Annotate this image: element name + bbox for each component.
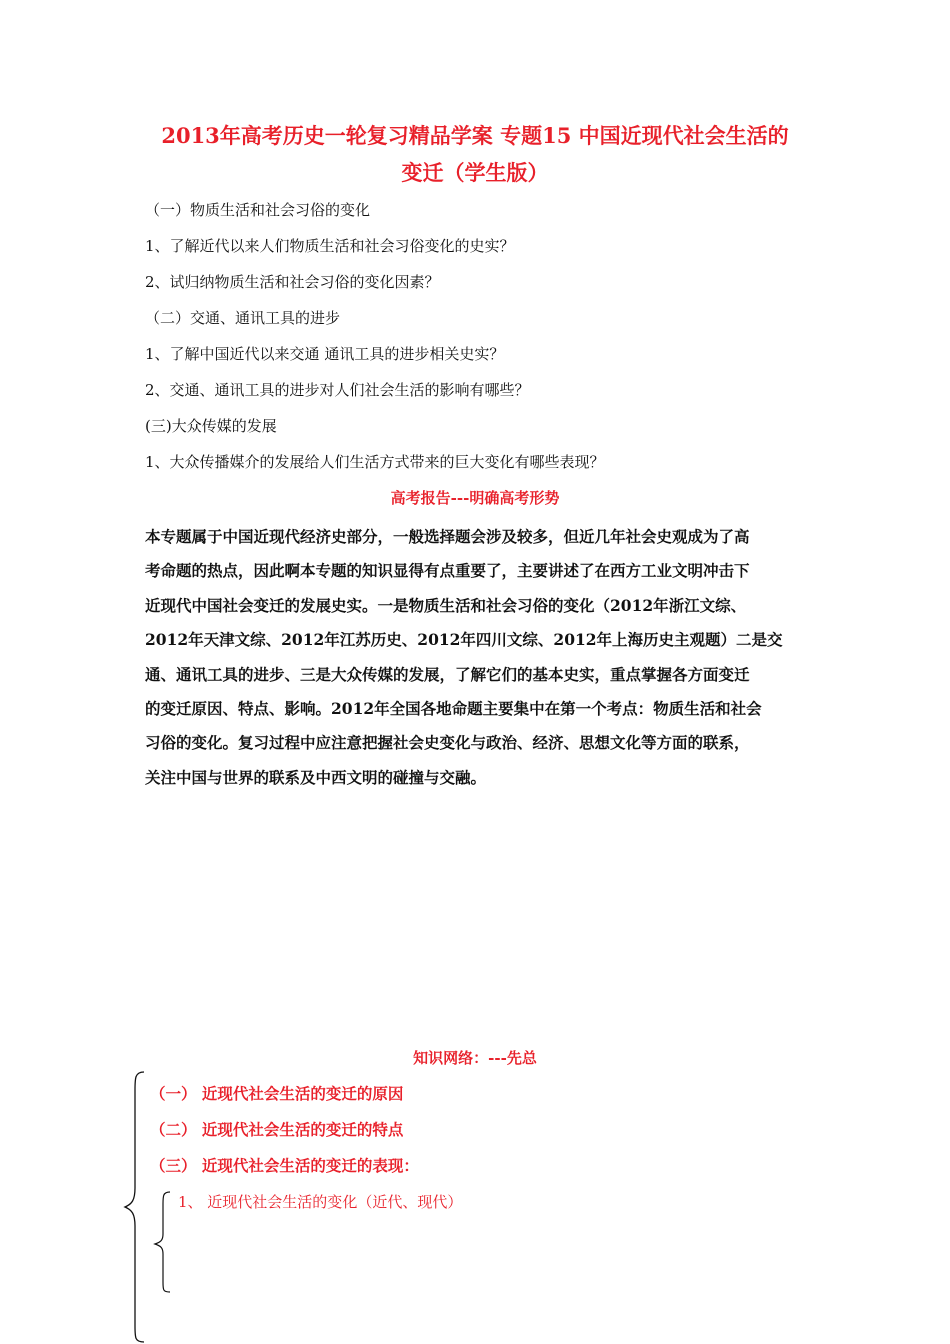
report-line: 2012年天津文综、2012年江苏历史、2012年四川文综、2012年上海历史主观题）二是交 [145, 630, 783, 650]
report-line: 关注中国与世界的联系及中西文明的碰撞与交融。 [145, 767, 487, 787]
network-item-manifestations: （三） 近现代社会生活的变迁的表现： [150, 1156, 419, 1175]
network-item-causes: （一） 近现代社会生活的变迁的原因 [150, 1084, 404, 1103]
report-line: 通、通讯工具的进步、三是大众传媒的发展，了解它们的基本史实，重点掌握各方面变迁 [145, 664, 750, 684]
outline-item: 1、了解中国近代以来交通 通讯工具的进步相关史实？ [145, 345, 505, 363]
report-heading: 高考报告---明确高考形势 [390, 489, 560, 507]
outline-section-3: (三)大众传媒的发展 [145, 417, 277, 435]
document-title-line-1: 2013年高考历史一轮复习精品学案 专题15 中国近现代社会生活的 [161, 123, 789, 148]
report-line: 习俗的变化。复习过程中应注意把握社会史变化与政治、经济、思想文化等方面的联系， [145, 733, 750, 753]
report-paragraph [145, 520, 825, 795]
outline-section-2: （二）交通、通讯工具的进步 [145, 309, 341, 327]
document-title-line-2: 变迁（学生版） [401, 160, 549, 185]
outline-item: 2、交通、通讯工具的进步对人们社会生活的影响有哪些？ [145, 381, 530, 399]
network-sub-item: 1、 近现代社会生活的变化（近代、现代） [178, 1193, 463, 1211]
report-line: 近现代中国社会变迁的发展史实。一是物质生活和社会习俗的变化（2012年浙江文综、 [145, 595, 747, 615]
report-line: 的变迁原因、特点、影响。2012年全国各地命题主要集中在第一个考点：物质生活和社会 [145, 699, 762, 719]
outline-section-1: （一）物质生活和社会习俗的变化 [145, 201, 371, 219]
outline-item: 1、大众传播媒介的发展给人们生活方式带来的巨大变化有哪些表现？ [145, 453, 605, 471]
outline-item: 1、了解近代以来人们物质生活和社会习俗变化的史实？ [145, 237, 515, 255]
report-line: 本专题属于中国近现代经济史部分，一般选择题会涉及较多，但近几年社会史观成为了高 [145, 527, 750, 546]
report-line: 考命题的热点，因此啊本专题的知识显得有点重要了，主要讲述了在西方工业文明冲击下 [145, 561, 750, 581]
network-item-features: （二） 近现代社会生活的变迁的特点 [150, 1120, 404, 1139]
outer-brace-icon [122, 1070, 146, 1344]
network-heading: 知识网络：---先总 [413, 1049, 537, 1067]
outline-item: 2、试归纳物质生活和社会习俗的变化因素？ [145, 273, 440, 291]
inner-brace-icon [152, 1190, 172, 1294]
